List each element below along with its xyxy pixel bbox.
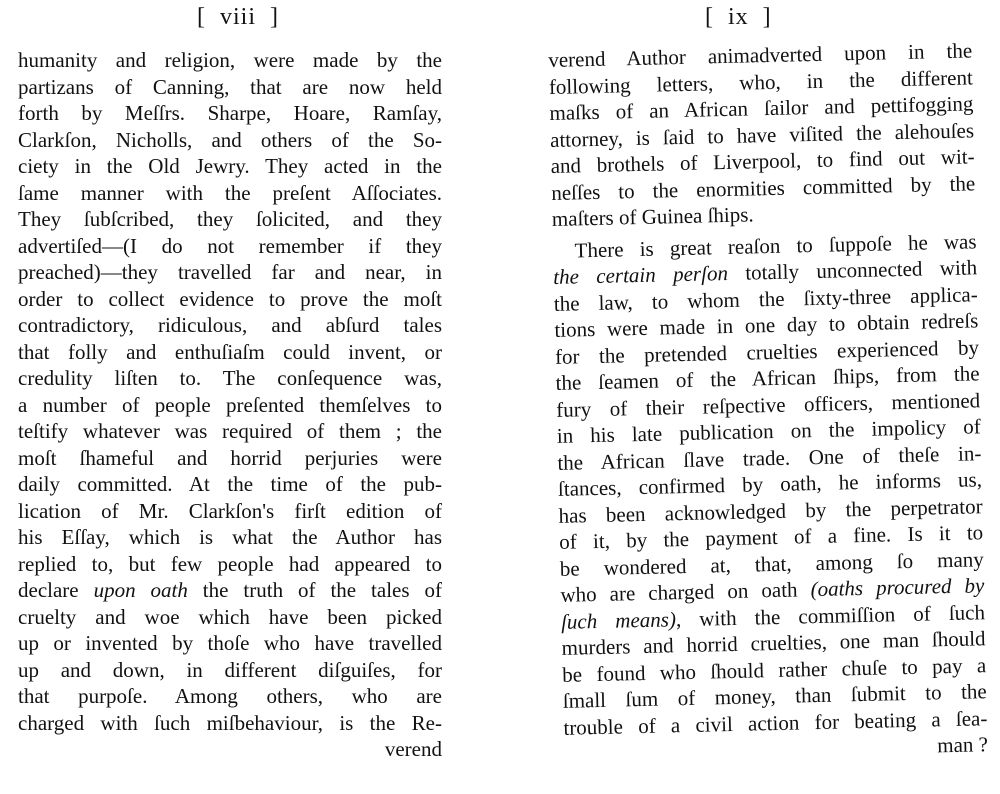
text-line: contradictory, ridiculous, and abſurd tales (18, 313, 442, 337)
text-line: his Eſſay, which is what the Author has (18, 525, 442, 549)
text-line: preached)—they travelled far and near, in (18, 260, 442, 284)
text-line: maſks of an African ſailor and pettifogging (549, 91, 974, 125)
page-number: [ ix ] (705, 4, 772, 30)
text-line: be found who ſhould rather chuſe to pay a (561, 652, 987, 687)
text-line: declare upon oath the truth of the tales of (18, 578, 442, 602)
text-line: has been acknowledged by the perpetrator (558, 493, 983, 528)
text-line: cruelty and woe which have been picked (18, 604, 442, 629)
italic-phrase: upon oath (93, 578, 188, 602)
text-line: murders and horrid cruelties, one man ſhould (561, 626, 986, 660)
text-line: They ſubſcribed, they ſolicited, and they (18, 207, 442, 231)
text-line: tions were made in one day to obtain redreſs (554, 308, 979, 342)
page-number: [ viii ] (197, 4, 279, 30)
body-text (18, 47, 442, 763)
text-line: the African ſlave trade. One of theſe in- (557, 440, 982, 475)
text-line: the law, to whom the ſixty-three applica- (553, 281, 978, 316)
text-line: forth by Meſſrs. Sharpe, Hoare, Ramſay, (18, 101, 442, 125)
text-line: lication of Mr. Clarkſon's firſt edition of (18, 498, 442, 523)
text-line: ſuch means), with the commiſſion of ſuch (560, 599, 986, 634)
text-line: advertiſed—(I do not remember if they (18, 233, 442, 258)
text-line: up or invented by thoſe who have travelled (18, 631, 442, 655)
text-line: There is great reaſon to ſuppoſe he was (574, 228, 977, 262)
text-line: maſters of Guinea ſhips. (551, 202, 754, 231)
italic-phrase: ſuch means) (560, 606, 677, 634)
text-line: who are charged on oath (oaths procured by (560, 573, 985, 607)
text-line: order to collect evidence to prove the moſt (18, 286, 442, 311)
text-line: moſt ſhameful and horrid perjuries were (18, 445, 442, 470)
italic-phrase: (oaths procured by (810, 573, 985, 602)
right-page (500, 0, 1000, 794)
text-line: that purpoſe. Among others, who are (18, 684, 442, 708)
text-line: fury of their reſpective officers, mentioned (555, 387, 981, 422)
text-line: the ſeamen of the African ſhips, from the (555, 361, 980, 395)
text-line: following letters, who, in the different (548, 64, 974, 99)
text-line: and brothels of Liverpool, to find out wit- (550, 144, 975, 178)
text-line: charged with ſuch miſbehaviour, is the Re- (18, 710, 442, 735)
text-line: be wondered at, that, among ſo many (559, 546, 984, 581)
text-line: humanity and religion, were made by the (18, 48, 442, 72)
text-line: ſame manner with the preſent Aſſociates. (18, 180, 442, 205)
text-line: ſtances, confirmed by oath, he informs us, (557, 467, 983, 501)
text-line: ſmall ſum of money, than ſubmit to the (562, 679, 988, 713)
text-line: ciety in the Old Jewry. They acted in the (18, 154, 442, 178)
text-line: replied to, but few people had appeared to (18, 551, 442, 576)
italic-phrase: the certain perſon (552, 260, 729, 289)
text-line: man ? (936, 732, 989, 758)
text-line: partizans of Canning, that are now held (18, 74, 442, 99)
catchword: verend (384, 737, 442, 761)
text-line: that folly and enthuſiaſm could invent, or (18, 339, 442, 364)
text-line: a number of people preſented themſelves to (18, 392, 442, 417)
text-line: verend Author animadverted upon in the (548, 38, 973, 72)
body-text (548, 37, 988, 767)
text-line: Clarkſon, Nicholls, and others of the So- (18, 127, 442, 152)
text-line: of it, by the payment of a fine. Is it to (558, 520, 984, 554)
text-line: credulity liſten to. The conſequence was, (18, 366, 442, 390)
text-line: up and down, in different diſguiſes, for (18, 657, 442, 682)
text-line: the certain perſon totally unconnected with (552, 255, 978, 289)
text-line: for the pretended cruelties experienced by (554, 334, 980, 369)
text-line: neſſes to the enormities committed by the (551, 170, 976, 205)
text-line: attorney, is ſaid to have viſited the alehouſes (549, 117, 975, 152)
text-line: teſtify whatever was required of them ; the (18, 419, 442, 443)
text-line: in his late publication on the impolicy of (556, 414, 981, 448)
text-line: daily committed. At the time of the pub- (18, 472, 442, 496)
text-line: trouble of a civil action for beating a ſea- (563, 705, 988, 740)
